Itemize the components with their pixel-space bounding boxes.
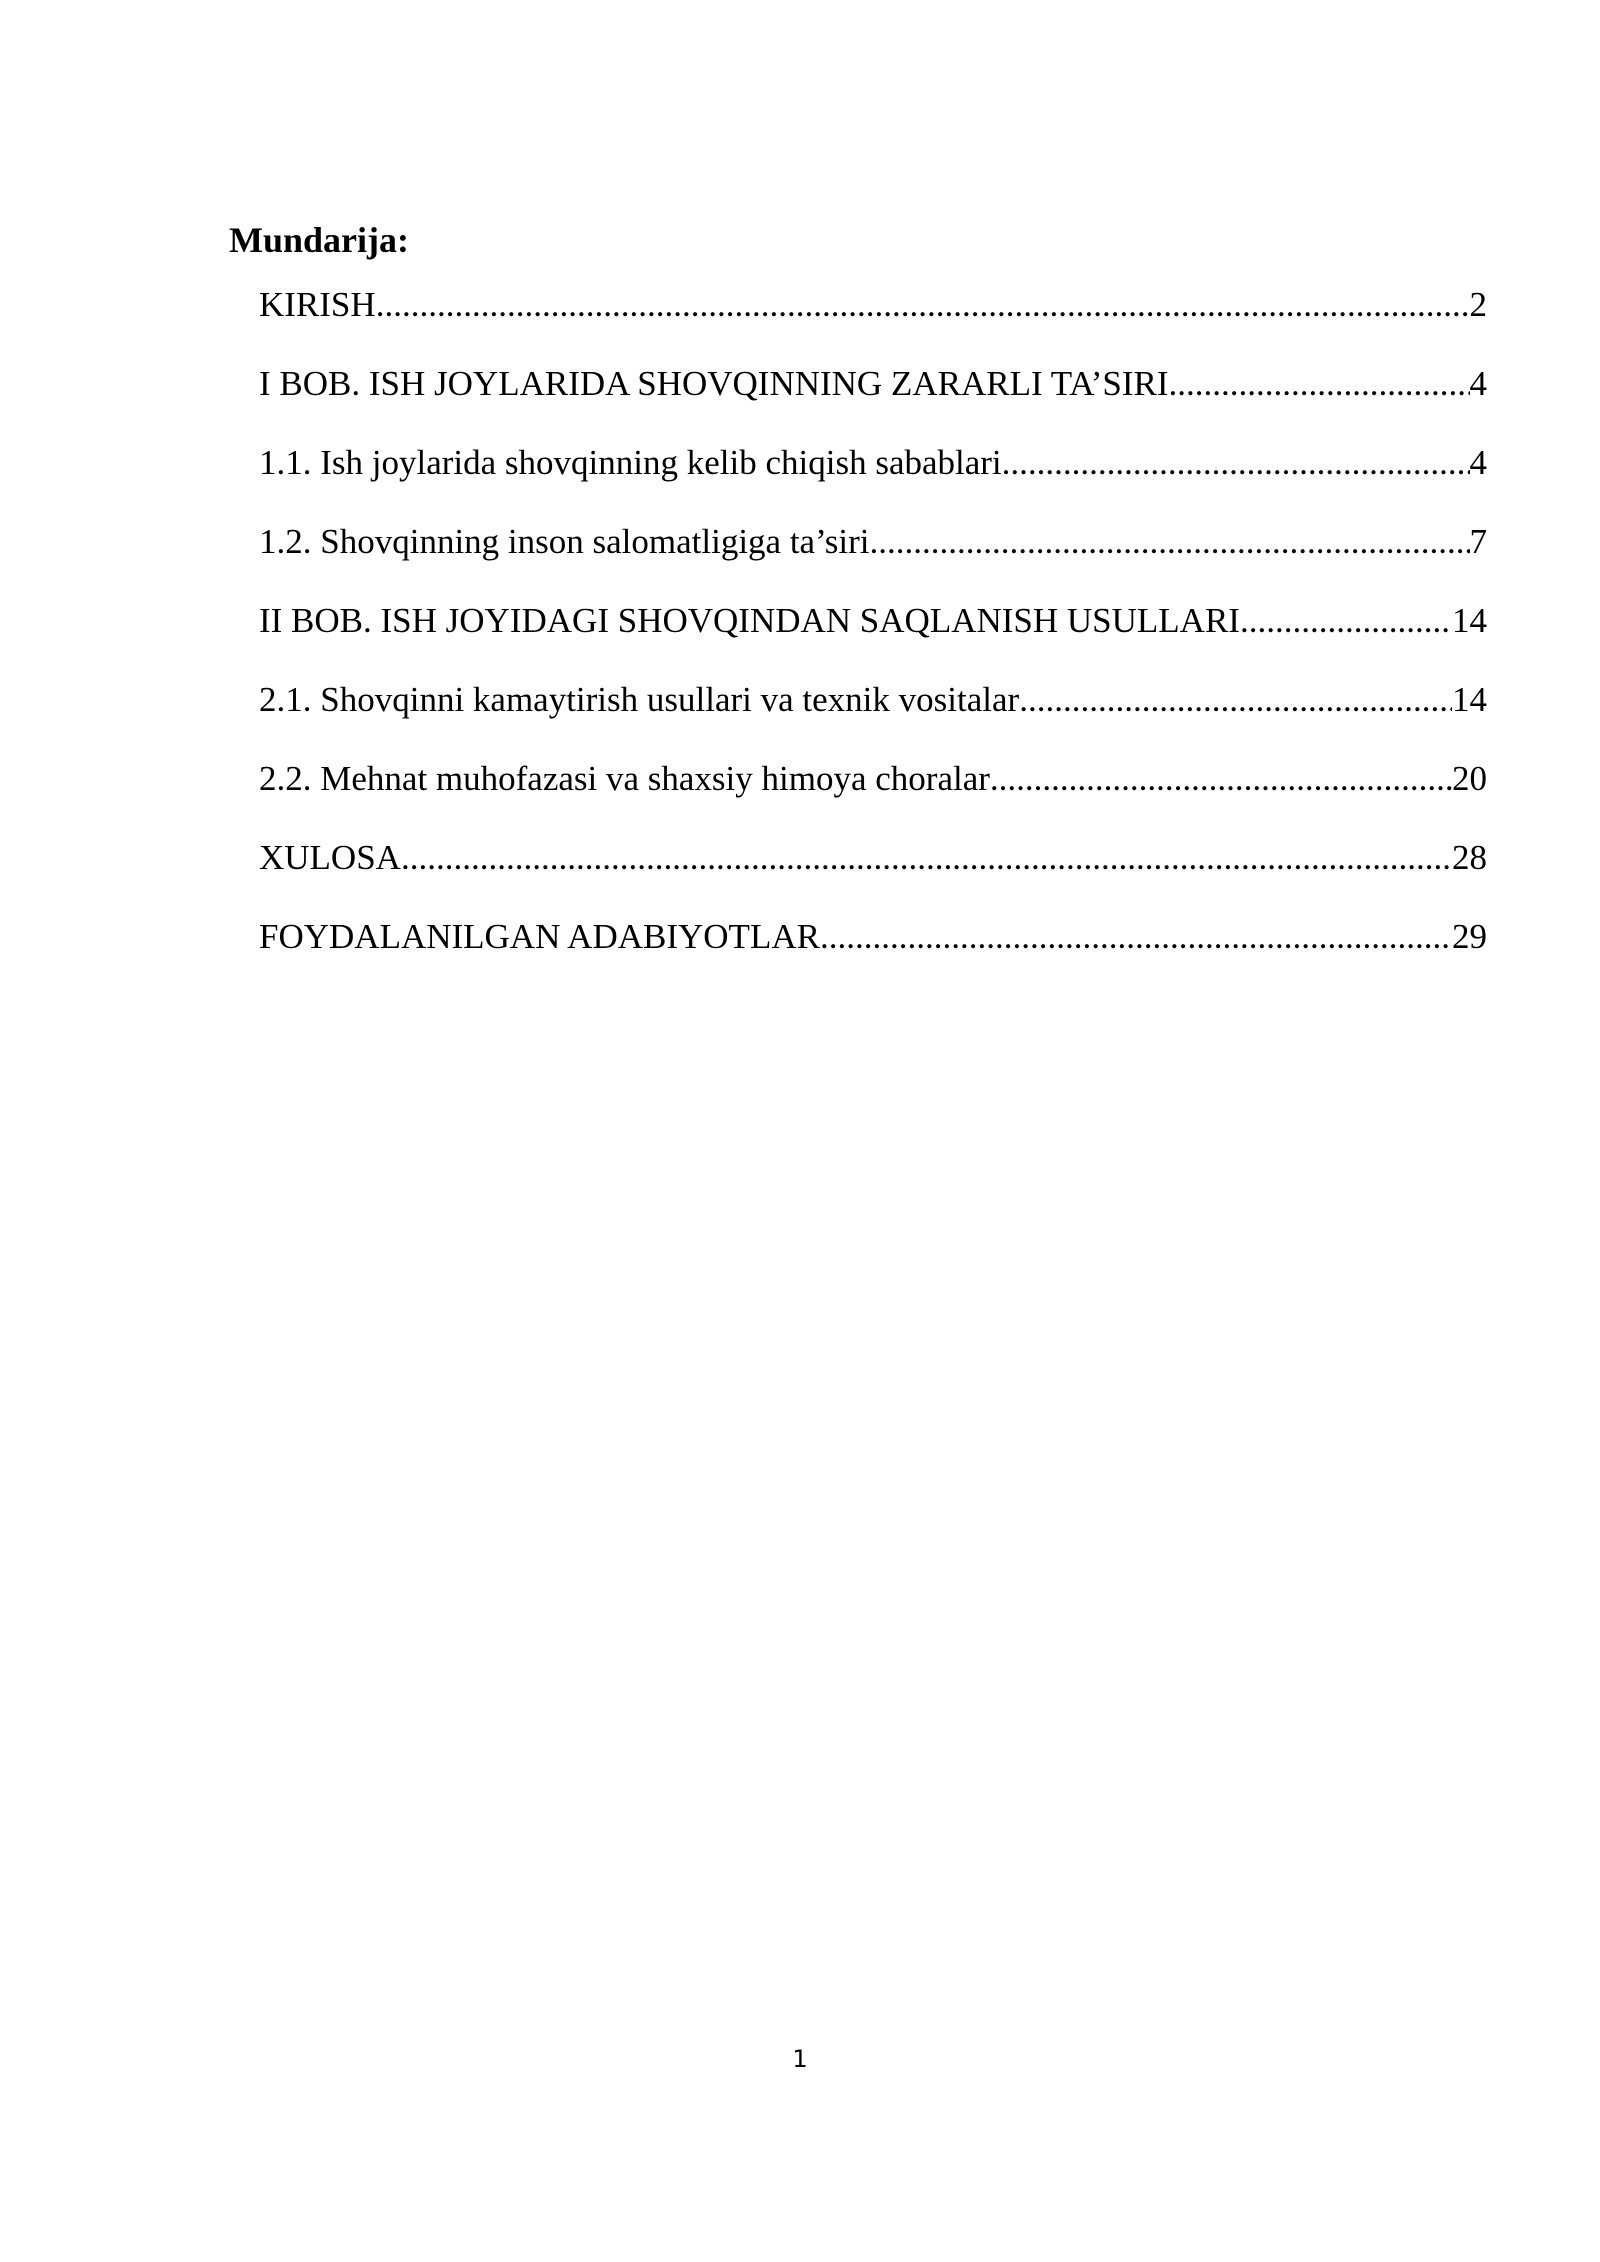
toc-entry-section-1-2[interactable] <box>259 513 1487 592</box>
toc-entry-label: 1.1. Ish joylarida shovqinning kelib chiqish sabablari <box>259 443 1002 482</box>
toc-entry-references[interactable] <box>259 908 1487 987</box>
toc-entry-label: I BOB. ISH JOYLARIDA SHOVQINNING ZARARLI TA’SIRI <box>259 364 1169 403</box>
toc-entry-page: 4 <box>1469 364 1487 403</box>
toc-entry-label: 2.2. Mehnat muhofazasi va shaxsiy himoya choralar <box>259 759 990 798</box>
toc-entry-chapter-1[interactable] <box>259 355 1487 434</box>
toc-entry-section-1-1[interactable] <box>259 434 1487 513</box>
toc-entry-page: 2 <box>1469 285 1487 324</box>
toc-dot-leader <box>1002 434 1470 492</box>
toc-entry-label: KIRISH <box>259 285 376 324</box>
toc-entry-page: 20 <box>1452 759 1487 798</box>
toc-entry-page: 7 <box>1469 522 1487 561</box>
toc-entry-page: 28 <box>1452 838 1487 877</box>
toc-dot-leader <box>1019 671 1452 729</box>
toc-dot-leader <box>990 750 1452 808</box>
toc-dot-leader <box>820 908 1452 966</box>
toc-entry-chapter-2[interactable] <box>259 592 1487 671</box>
toc-dot-leader <box>870 513 1470 571</box>
toc-entry-label: II BOB. ISH JOYIDAGI SHOVQINDAN SAQLANISH USULLARI <box>259 601 1240 640</box>
toc-dot-leader <box>1168 355 1469 413</box>
toc-dot-leader <box>376 276 1470 334</box>
toc-entry-kirish[interactable] <box>259 276 1487 355</box>
toc-entry-page: 14 <box>1452 601 1487 640</box>
toc-entry-label: XULOSA <box>259 838 401 877</box>
toc-entry-xulosa[interactable] <box>259 829 1487 908</box>
toc-title: Mundarija: <box>229 220 409 260</box>
table-of-contents <box>259 276 1487 987</box>
toc-entry-label: FOYDALANILGAN ADABIYOTLAR <box>259 917 820 956</box>
toc-entry-label: 1.2. Shovqinning inson salomatligiga ta’siri <box>259 522 870 561</box>
toc-entry-page: 29 <box>1452 917 1487 956</box>
toc-entry-page: 4 <box>1469 443 1487 482</box>
toc-entry-section-2-2[interactable] <box>259 750 1487 829</box>
toc-entry-label: 2.1. Shovqinni kamaytirish usullari va texnik vositalar <box>259 680 1020 719</box>
toc-dot-leader <box>1240 592 1452 650</box>
toc-entry-section-2-1[interactable] <box>259 671 1487 750</box>
toc-dot-leader <box>401 829 1452 887</box>
page-number: 1 <box>792 2045 808 2073</box>
toc-entry-page: 14 <box>1452 680 1487 719</box>
